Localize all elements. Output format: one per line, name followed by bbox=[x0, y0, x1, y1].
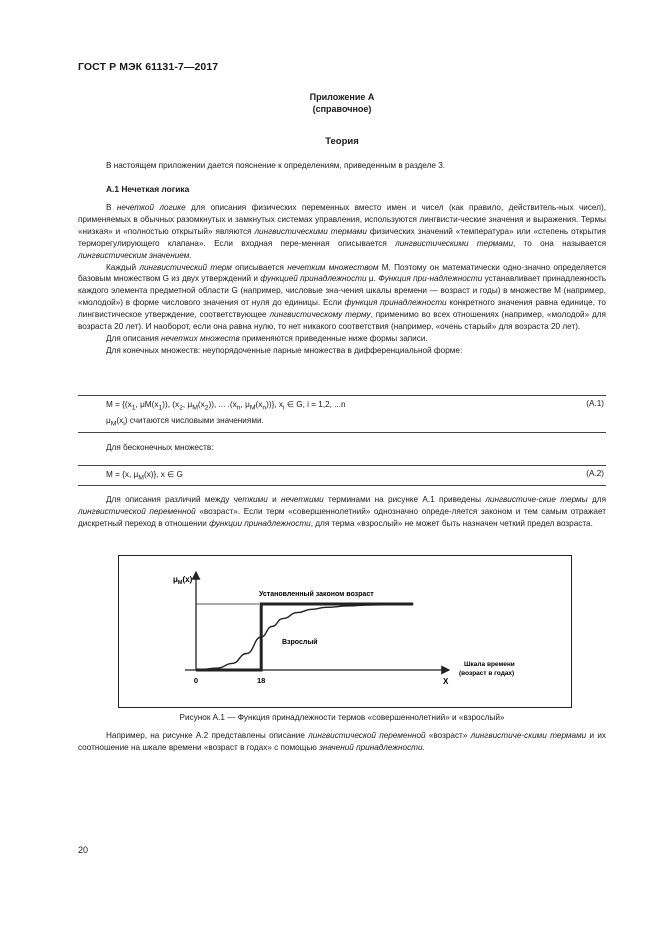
y-axis-label: $\mu_M(x)$ bbox=[173, 575, 193, 586]
section-heading-a1: А.1 Нечеткая логика bbox=[106, 184, 190, 194]
annex-title: Приложение А bbox=[309, 92, 375, 102]
formula-a2-number: (А.2) bbox=[586, 469, 604, 478]
figure-caption: Рисунок А.1 — Функция принадлежности термов «совершеннолетний» и «взрослый» bbox=[179, 713, 505, 722]
infinite-sets-label: Для бесконечных множеств: bbox=[106, 443, 214, 452]
formula-a2-box bbox=[78, 465, 606, 486]
doc-code: ГОСТ Р МЭК 61131-7—2017 bbox=[78, 61, 219, 73]
figure-reference-paragraph: Для описания различий между четкими и нечеткими терминами на рисунке А.1 приведены лингвистиче-ские термы для лингвистической переменной «возраст». Если терм «совершеннолетний» однозначно опреде-ляется законом и тем самым отражает дискретный переход в отношении функции принадлежности, для терма «взрослый» не может быть назначен четкий предел возраста. bbox=[78, 495, 607, 528]
paragraph-finite-sets: Для конечных множеств: неупорядоченные парные множества в дифференциальной форме: bbox=[106, 345, 463, 355]
formula-a1-number: (А.1) bbox=[586, 399, 604, 408]
membership-function-chart bbox=[119, 556, 571, 707]
formula-a2: M = {x, $\mu_M(x)$}, x ∈ G bbox=[106, 470, 183, 482]
intro-paragraph: В настоящем приложении дается пояснение к определениям, приведенным в разделе 3. bbox=[106, 161, 446, 170]
paragraph-notation: Для описания нечетких множеств применяются приведенные ниже формы записи. bbox=[106, 333, 428, 343]
figure-a1-frame bbox=[118, 555, 572, 708]
paragraph-fuzzy-logic: В нечеткой логике для описания физических переменных вместо имен и чисел (как правило, действитель-ных чисел), применяемых в обычных разомкнутых и замкнутых системах управления, используются лингвисти-ческие значения и выражения. Термы «низкая» и «полностью открытый» являются лингвистическими термами физических значений «температура» или «степень открытия терморегулирующего клапана». Если входная пере-менная описывается лингвистическими термами, то она называется лингвистическим значением. bbox=[78, 203, 606, 260]
formula-a1-note: $\mu_M(x_i)$ считаются числовыми значениями. bbox=[106, 416, 264, 428]
formula-a1: $M = \{(x_1$, $\mu M(x_1)$), ($x_2$, $\mu_M(x_2)$), ... $.(x_n$, $\mu_M(x_n)$)}, $x_i$ ∈ G, i = 1,2, ...n bbox=[106, 400, 346, 412]
x-axis-label: X bbox=[443, 677, 449, 686]
theory-title: Теория bbox=[325, 136, 359, 147]
annex-heading bbox=[78, 91, 606, 115]
formula-a1-box bbox=[78, 395, 606, 433]
legal-age-step-line bbox=[196, 604, 413, 670]
x-axis-caption-line2: (возраст в годах) bbox=[459, 670, 515, 677]
chart-marks bbox=[194, 590, 515, 686]
adult-membership-curve bbox=[196, 604, 413, 670]
x-axis-caption-line1: Шкала времени bbox=[464, 661, 515, 668]
example-paragraph: Например, на рисунке А.2 представлены описание лингвистической переменной «возраст» лингвистиче-скими термами и их соотношение на шкале времени «возраст в годах» с помощью значений принадлежности. bbox=[78, 731, 606, 752]
paragraph-linguistic-term: Каждый лингвистический терм описывается нечетким множеством M. Поэтому он математически одно-значно определяется базовым множеством G из двух утверждений и функцией принадлежности μ. Функция при-надлежности устанавливает принадлежность каждого элемента предметной области G (например, числовые зна-чения шкалы времени — возраст и годы) в множестве M (например, «молодой») в форме числового значения от нуля до единицы. Если функция принадлежности конкретного значения равна единице, то лингвистическое утверждение, соответствующее лингвистическому терму, применимо во всех отношениях (например, «молодой» для возраста 20 лет). И наоборот, если она равна нулю, то нет никакого соответствия (например, «очень старый» для возраста 20 лет). bbox=[78, 262, 607, 332]
x-tick-label-0: 0 bbox=[193, 676, 199, 685]
annex-subtitle: (справочное) bbox=[312, 104, 372, 114]
legal-age-label: Установленный законом возраст bbox=[259, 591, 374, 598]
section-a1-body bbox=[78, 202, 606, 357]
page-number: 20 bbox=[78, 845, 89, 855]
x-tick-label-18: 18 bbox=[256, 676, 266, 685]
adult-label: Взрослый bbox=[282, 639, 318, 646]
